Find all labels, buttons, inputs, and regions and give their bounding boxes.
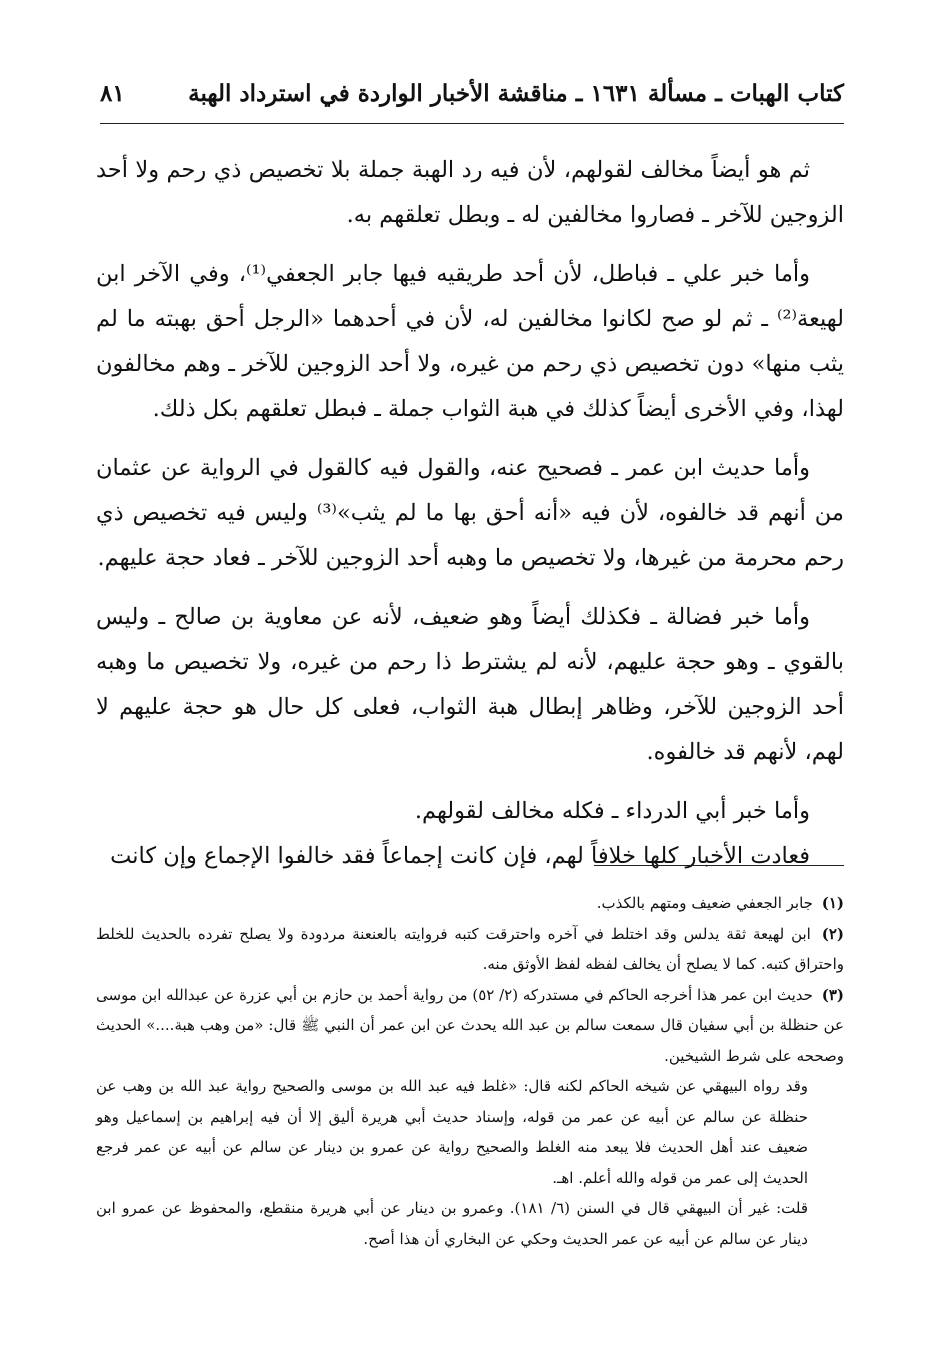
paragraph: وأما خبر فضالة ـ فكذلك أيضاً وهو ضعيف، لأنه عن معاوية بن صالح ـ وليس بالقوي ـ وهو حجة عليهم، لأنه لم يشترط ذا رحم من غيره، ولا تخصيص ما وهبه أحد الزوجين للآخر، وظاهر إبطال هبة الثواب، فعلى كل حال هو حجة عليهم لا لهم، لأنهم قد خالفوه.: [96, 604, 844, 765]
footnote: [96, 980, 844, 1072]
footnote-continuation: قلت: غير أن البيهقي قال في السنن (٦/ ١٨١). وعمرو بن دينار عن أبي هريرة منقطع، والمحفوظ عن عمرو ابن دينار عن سالم عن أبيه عن عمر الحديث وحكي عن البخاري أن هذا أصح.: [96, 1199, 808, 1248]
footnote-text: ابن لهيعة ثقة يدلس وقد اختلط في آخره واحترقت كتبه فروايته بالعنعنة مردودة ولا يصلح تفرده بالحديث للخلط واحتراق كتبه. كما لا يصلح أن يخالف لفظه لفظ الأوثق منه.: [96, 924, 844, 973]
running-header: [100, 76, 844, 116]
footnote: [96, 888, 844, 919]
footnotes: [96, 888, 844, 1254]
paragraph: وأما خبر علي ـ فباطل، لأن أحد طريقيه فيها جابر الجعفي⁽¹⁾، وفي الآخر ابن لهيعة⁽²⁾ ـ ثم لو صح لكانوا مخالفين له، لأن في أحدهما «الرجل أحق بهبته ما لم يثب منها» دون تخصيص ذي رحم من غيره، ولا أحد الزوجين للآخر ـ وهم مخالفون لهذا، وفي الأخرى أيضاً كذلك في هبة الثواب جملة ـ فبطل تعلقهم بكل ذلك.: [96, 261, 844, 422]
footnote-text: جابر الجعفي ضعيف ومتهم بالكذب.: [596, 894, 813, 912]
paragraph: ثم هو أيضاً مخالف لقولهم، لأن فيه رد الهبة جملة بلا تخصيص ذي رحم ولا أحد الزوجين للآخر ـ فصاروا مخالفين له ـ وبطل تعلقهم به.: [96, 157, 844, 228]
paragraph: وأما حديث ابن عمر ـ فصحيح عنه، والقول فيه كالقول في الرواية عن عثمان من أنهم قد خالفوه، لأن فيه «أنه أحق بها ما لم يثب»⁽³⁾ وليس فيه تخصيص ذي رحم محرمة من غيرها، ولا تخصيص ما وهبه أحد الزوجين للآخر ـ فعاد حجة عليهم.: [96, 455, 844, 571]
paragraph: فعادت الأخبار كلها خلافاً لهم، فإن كانت إجماعاً فقد خالفوا الإجماع وإن كانت: [110, 843, 810, 869]
footnote-number: (٢): [821, 924, 844, 943]
footnote-text: حديث ابن عمر هذا أخرجه الحاكم في مستدركه (٢/ ٥٢) من رواية أحمد بن حازم بن أبي عزرة عن عبدالله ابن موسى عن حنظلة بن أبي سفيان قال سمعت سالم بن عبد الله يحدث عن ابن عمر أن النبي ﷺ قال: «من وهب هبة....» الحديث وصححه على شرط الشيخين.: [96, 985, 844, 1065]
footnote-number: (٣): [821, 985, 844, 1004]
main-text: [96, 148, 844, 879]
footnote-continuation: وقد رواه البيهقي عن شيخه الحاكم لكنه قال: «غلط فيه عبد الله بن موسى والصحيح رواية عبد الله بن وهب عن حنظلة عن سالم عن أبيه عن عمر من قوله، وإسناد حديث أبي هريرة أليق إلا أن فيه إبراهيم بن إسماعيل وهو ضعيف عند أهل الحديث فلا يبعد منه الغلط والصحيح رواية عن عمرو بن دينار عن سالم عن أبيه عن عمر فرجع الحديث إلى عمر من قوله والله أعلم. اهـ.: [96, 1077, 808, 1187]
header-title: كتاب الهبات ـ مسألة ١٦٣١ ـ مناقشة الأخبار الواردة في استرداد الهبة: [188, 80, 844, 107]
footnote-separator: [594, 865, 844, 866]
paragraph: وأما خبر أبي الدرداء ـ فكله مخالف لقولهم.: [414, 798, 810, 824]
page-number: ٨١: [100, 80, 125, 107]
footnote-number: (١): [821, 894, 844, 912]
header-rule: [100, 123, 844, 124]
footnote: [96, 919, 844, 980]
